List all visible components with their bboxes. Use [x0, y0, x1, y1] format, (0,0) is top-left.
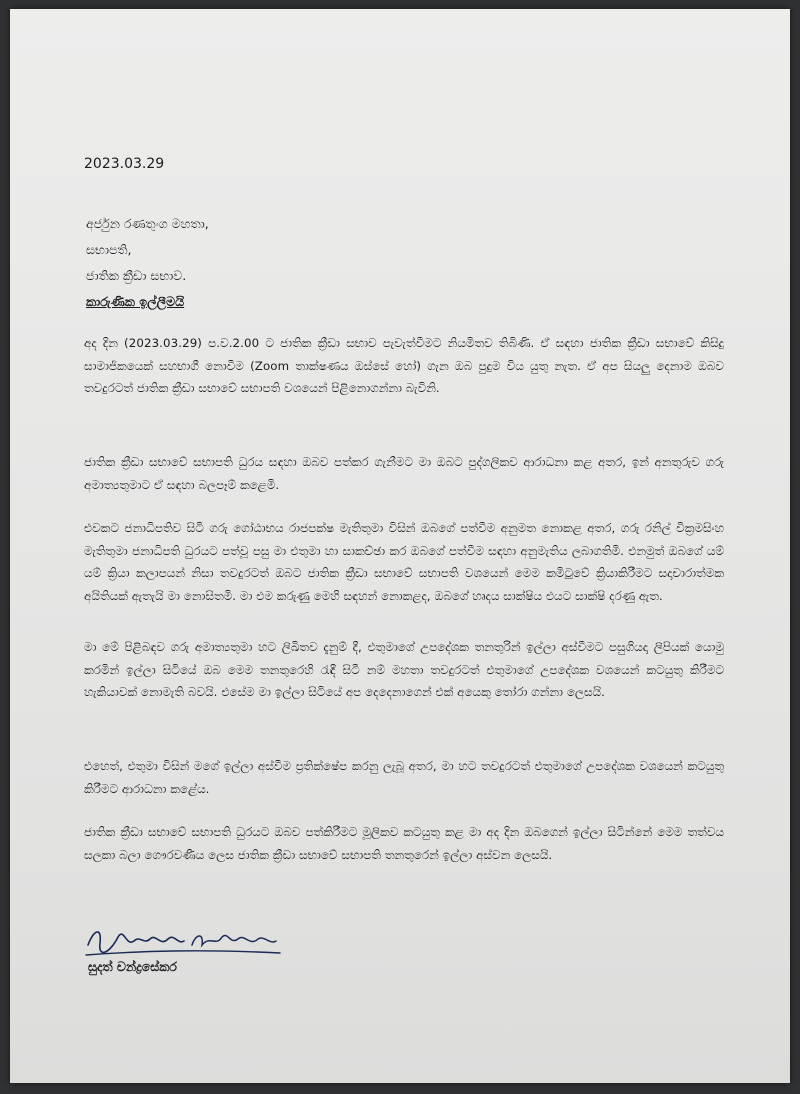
handwritten-signature [80, 923, 290, 963]
recipient-name: අර්ජුන රණතුංග මහතා, [86, 216, 209, 231]
paragraph-3: එවකට ජනාධිපතිව සිටි ගරු ගෝඨාභය රාජපක්ෂ මැතිතුමා විසින් ඔබගේ පත්වීම අනුමත නොකළ අතර, ගරු රනිල් වික්‍රමසිංහ මැතිතුමා ජනාධිපති ධුරයට පත්වූ පසු මා එතුමා හා සාකච්ඡා කර ඔබගේ පත්වීම සඳහා අනුමැතිය ලබාගතිමි. එනමුත් ඔබගේ යම් යම් ක්‍රියා කලාපයන් නිසා තවදුරටත් ඔබට ජාතික ක්‍රීඩා සභාවේ සභාපති වශයෙන් මෙම කමිටුවේ ක්‍රියාකිරීමට සදාචාරාත්මක අයිතියක් ඇතැයි මා නොසිතමි. මා එම කරුණු මෙහි සඳහන් නොකළද, ඔබගේ හෘදය සාක්ෂිය එයට සාක්ෂි දරණු ඇත. [84, 521, 724, 603]
signer-name: සුදත් චන්ද්‍රසේකර [88, 959, 177, 974]
paragraph-6: ජාතික ක්‍රීඩා සභාවේ සභාපති ධුරයට ඔබව පත්කිරීමට මූලිකව කටයුතු කළ මා අද දින ඔබගෙන් ඉල්ලා සිටින්නේ මෙම තත්වය සලකා බලා ගෞරවණීය ලෙස ජාතික ක්‍රීඩා සභාවේ සභාපති තනතුරෙන් ඉල්ලා අස්වන ලෙසයි. [84, 825, 724, 862]
letter-date: 2023.03.29 [84, 156, 165, 172]
paragraph-5: එහෙත්, එතුමා විසින් මගේ ඉල්ලා අස්වීම ප්‍රතික්ෂේප කරනු ලැබූ අතර, මා හට තවදුරටත් එතුමාගේ උපදේශක වශයෙන් කටයුතු කිරීමට ආරාධනා කළේය. [84, 759, 724, 796]
paragraph-2: ජාතික ක්‍රීඩා සභාවේ සභාපති ධුරය සඳහා ඔබව පත්කර ගැනීමට මා ඔබට පුද්ගලිකව ආරාධනා කළ අතර, ඉන් අනතුරුව ගරු අමාත්‍යතුමාට ඒ සඳහා බලපෑම් කළෙමි. [84, 455, 724, 492]
paragraph-1: අද දින (2023.03.29) ප.ව.2.00 ට ජාතික ක්‍රීඩා සභාව පැවැත්වීමට නියමිතව තිබිණි. ඒ සඳහා ජාතික ක්‍රීඩා සභාවේ කිසිදු සාමාජිකයෙක් සහභාගී නොවීම (Zoom තාක්ෂණය ඔස්සේ හෝ) ගැන ඔබ පුදුම විය යුතු නැත. ඒ අප සියලු දෙනාම ඔබව තවදුරටත් ජාතික ක්‍රීඩා සභාවේ සභාපති වශයෙන් පිළිනොගන්නා බැවිනි. [84, 336, 724, 395]
letter-subject: කාරුණික ඉල්ලීමයි [86, 294, 185, 309]
recipient-organization: ජාතික ක්‍රීඩා සභාව. [86, 268, 187, 283]
recipient-address [86, 211, 209, 289]
paragraph-4: මා මේ පිළිබඳව ගරු අමාත්‍යතුමා හට ලිඛිතව දැනුම් දී, එතුමාගේ උපදේශක තනතුරින් ඉල්ලා අස්වීමට පසුගියදා ලිපියක් යොමු කරමින් ඉල්ලා සිටියේ ඔබ මෙම තනතුරෙහි රැඳී සිටී නම් මහතා තවදුරටත් එතුමාගේ උපදේශක වශයෙන් කටයුතු කිරීමට හැකියාවක් නොමැති බවයි. එසේම මා ඉල්ලා සිටියේ අප දෙදෙනාගෙන් එක් අයෙකු තෝරා ගන්නා ලෙසයි. [84, 640, 724, 699]
recipient-title: සභාපති, [86, 242, 132, 257]
letter-page [10, 9, 790, 1083]
